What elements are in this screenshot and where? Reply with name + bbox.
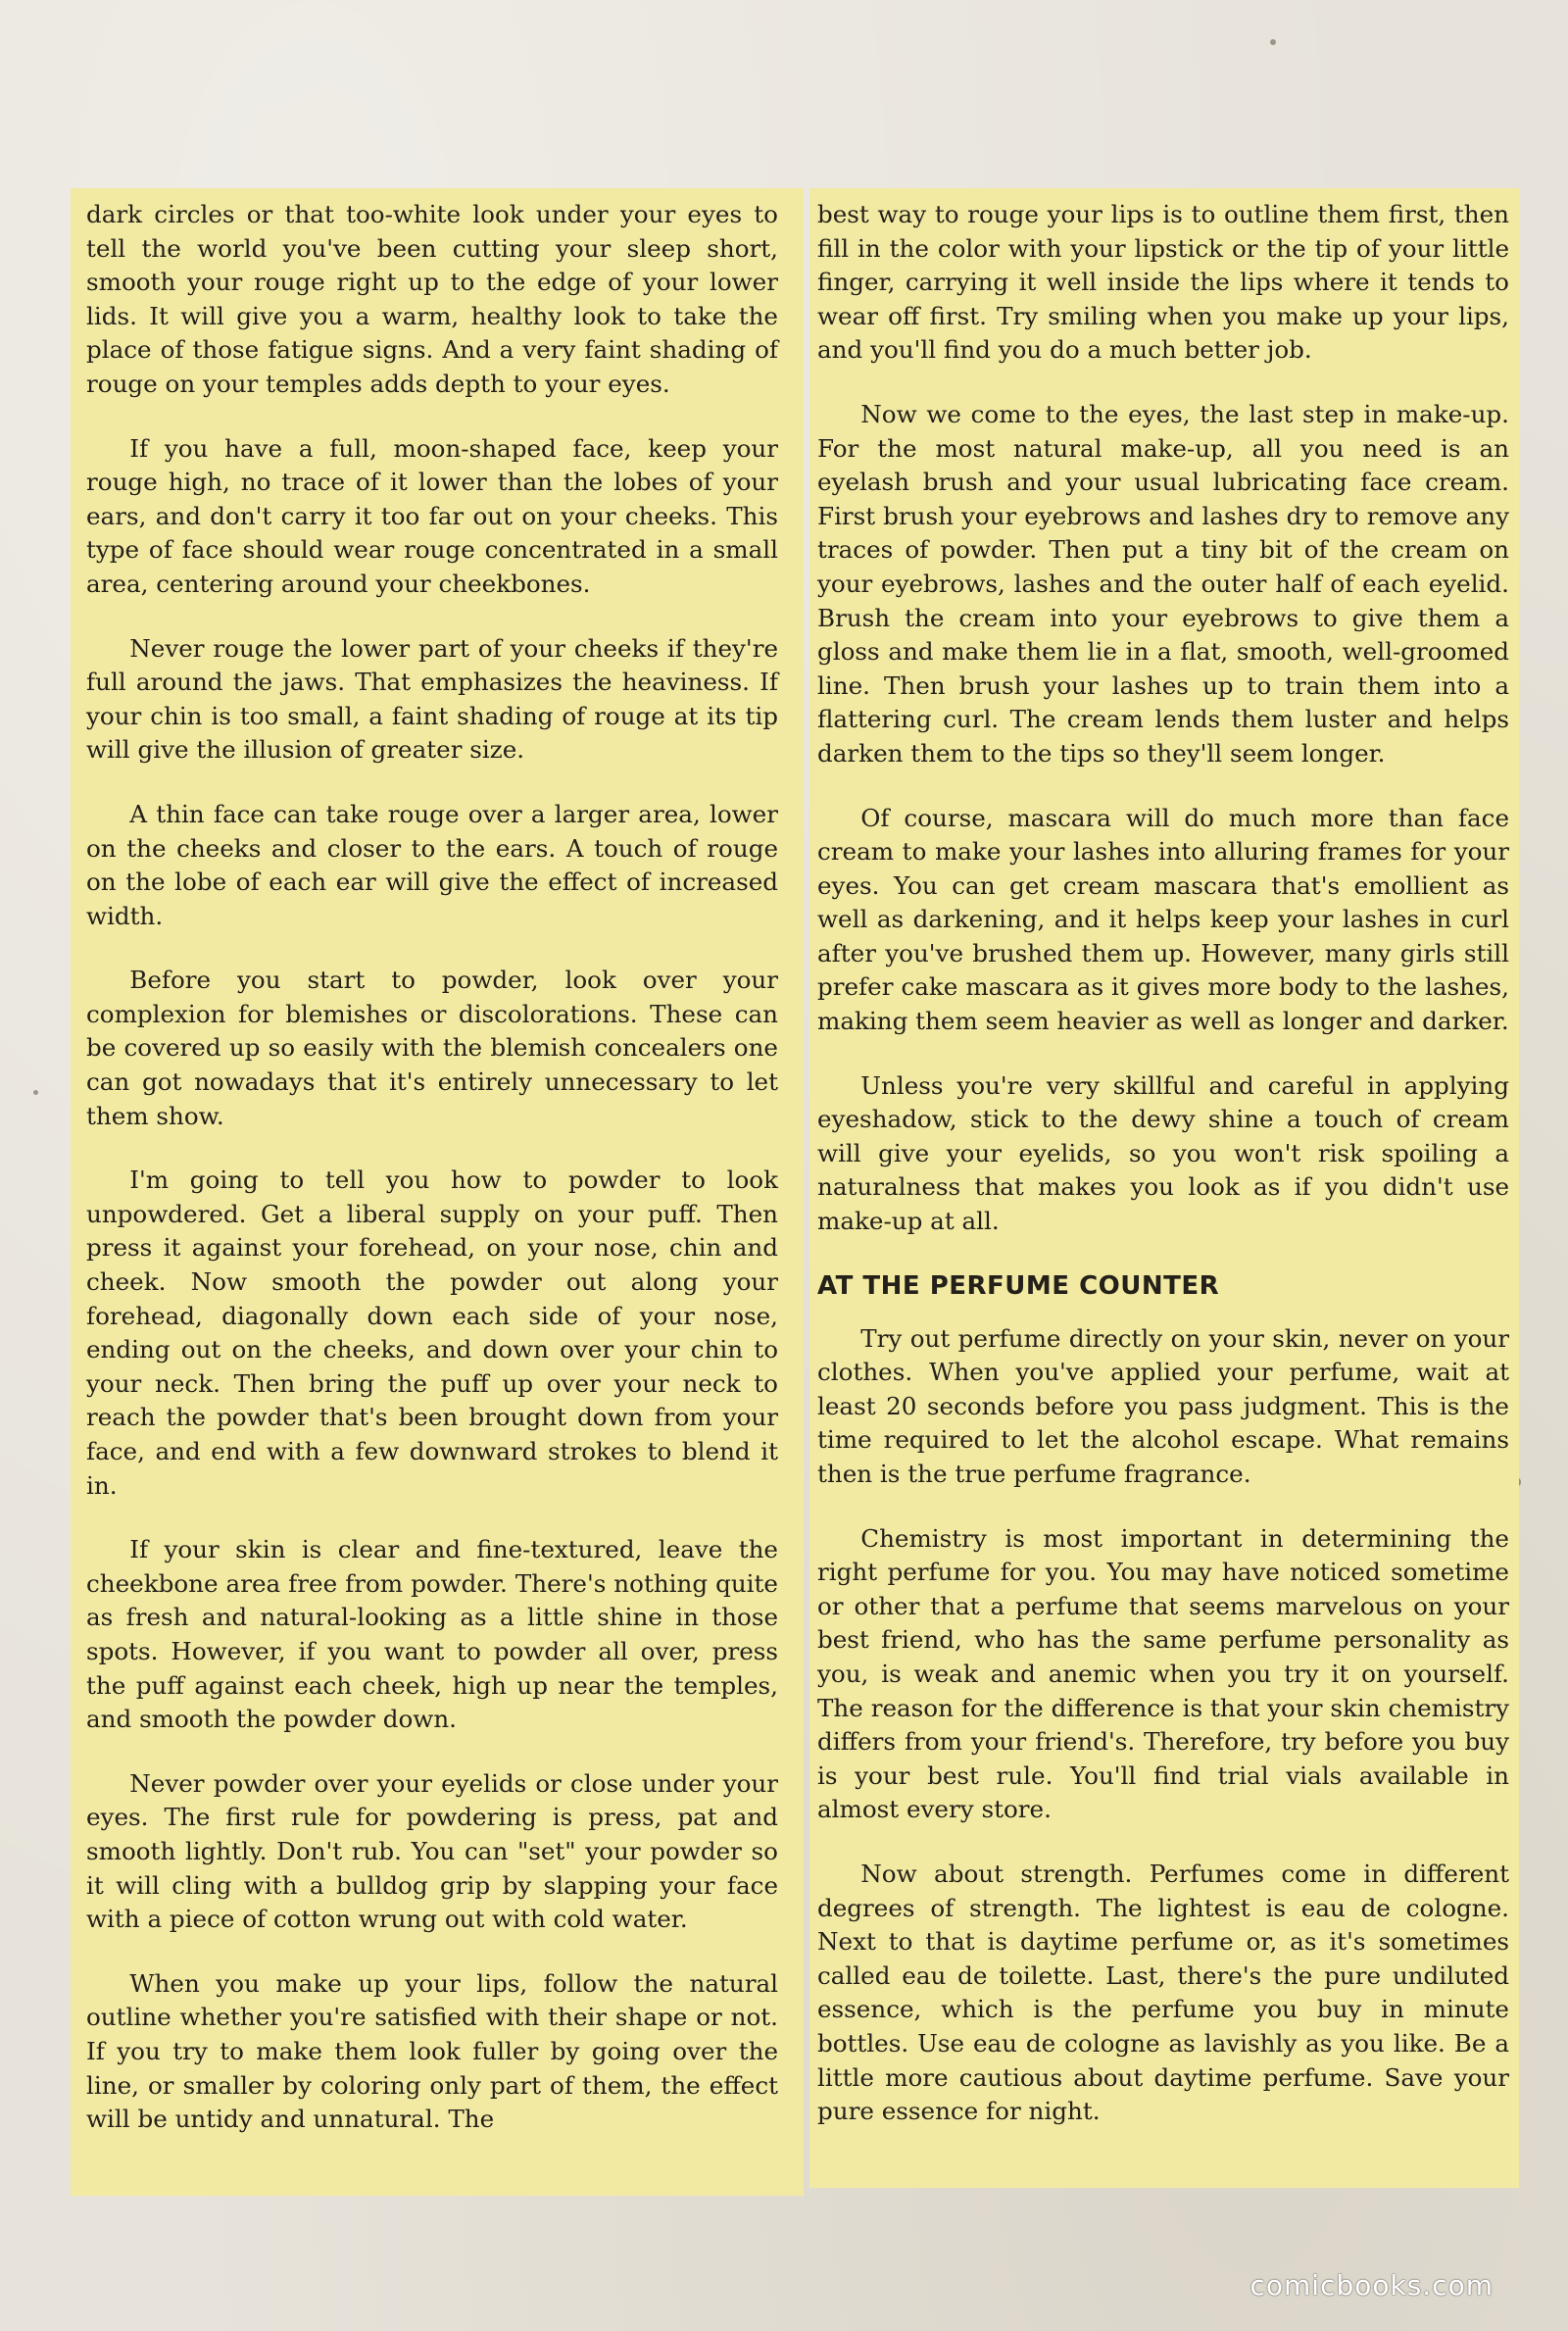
article-paragraph: dark circles or that too-white look under your eyes to tell the world you've been cutting your sleep short, smooth your rouge right up to the edge of your lower lids. It will give you a warm, healthy look to take the place of those fatigue signs. And a very faint shading of rouge on your temples adds depth to your eyes.	[86, 200, 778, 398]
left-article-column	[71, 188, 804, 2196]
paper-speck	[1270, 39, 1276, 45]
site-watermark: comicbooks.com	[1250, 2269, 1494, 2302]
article-paragraph: Now we come to the eyes, the last step in make-up. For the most natural make-up, all you need is an eyelash brush and your usual lubricating face cream. First brush your eyebrows and lashes dry to remove any traces of powder. Then put a tiny bit of the cream on your eyebrows, lashes and the outer half of each eyelid. Brush the cream into your eyebrows to give them a gloss and make them lie in a flat, smooth, well-groomed line. Then brush your lashes up to train them into a flattering curl. The cream lends them luster and helps darken them to the tips so they'll seem longer.	[817, 399, 1509, 768]
right-article-column	[809, 188, 1519, 2188]
paper-speck	[33, 1090, 38, 1095]
article-paragraph: best way to rouge your lips is to outline them first, then fill in the color with your lipstick or the tip of your little finger, carrying it well inside the lips where it tends to wear off first. Try smiling when you make up your lips, and you'll find you do a much better job.	[817, 200, 1509, 365]
article-paragraph: Unless you're very skillful and careful in applying eyeshadow, stick to the dewy shine a touch of cream will give your eyelids, so you won't risk spoiling a naturalness that makes you look as if you didn't use make-up at all.	[817, 1070, 1509, 1236]
article-paragraph: Never rouge the lower part of your cheeks if they're full around the jaws. That emphasizes the heaviness. If your chin is too small, a faint shading of rouge at its tip will give the illusion of greater size.	[86, 633, 778, 765]
article-paragraph: I'm going to tell you how to powder to look unpowdered. Get a liberal supply on your puff. Then press it against your forehead, on your nose, chin and cheek. Now smooth the powder out along your forehead, diagonally down each side of your nose, ending out on the cheeks, and down over your chin to your neck. Then bring the puff up over your neck to reach the powder that's been brought down from your face, and end with a few downward strokes to blend it in.	[86, 1166, 778, 1500]
article-paragraph: Of course, mascara will do much more than face cream to make your lashes into alluring frames for your eyes. You can get cream mascara that's emollient as well as darkening, and it helps keep your lashes in curl after you've brushed them up. However, many girls still prefer cake mascara as it gives more body to the lashes, making them seem heavier as well as longer and darker.	[817, 803, 1509, 1036]
article-paragraph: Never powder over your eyelids or close under your eyes. The first rule for powdering is press, pat and smooth lightly. Don't rub. You can "set" your powder so it will cling with a bulldog grip by slapping your face with a piece of cotton wrung out with cold water.	[86, 1768, 778, 1934]
article-paragraph: Now about strength. Perfumes come in different degrees of strength. The lightest is eau de cologne. Next to that is daytime perfume or, as it's sometimes called eau de toilette. Last, there's the pure undiluted essence, which is the perfume you buy in minute bottles. Use eau de cologne as lavishly as you like. Be a little more cautious about daytime perfume. Save your pure essence for night.	[817, 1859, 1509, 2126]
article-paragraph: If you have a full, moon-shaped face, keep your rouge high, no trace of it lower than the lobes of your ears, and don't carry it too far out on your cheeks. This type of face should wear rouge concentrated in a small area, centering around your cheekbones.	[86, 433, 778, 598]
section-heading: AT THE PERFUME COUNTER	[817, 1270, 1220, 1301]
article-paragraph: Try out perfume directly on your skin, never on your clothes. When you've applied your perfume, wait at least 20 seconds before you pass judgment. This is the time required to let the alcohol escape. What remains then is the true perfume fragrance.	[817, 1323, 1509, 1488]
article-paragraph: A thin face can take rouge over a larger area, lower on the cheeks and closer to the ears. A touch of rouge on the lobe of each ear will give the effect of increased width.	[86, 799, 778, 930]
article-paragraph: If your skin is clear and fine-textured, leave the cheekbone area free from powder. There's nothing quite as fresh and natural-looking as a little shine in those spots. However, if you want to powder all over, press the puff against each cheek, high up near the temples, and smooth the powder down.	[86, 1535, 778, 1734]
article-paragraph: When you make up your lips, follow the natural outline whether you're satisfied with their shape or not. If you try to make them look fuller by going over the line, or smaller by coloring only part of them, the effect will be untidy and unnatural. The	[86, 1968, 778, 2134]
article-paragraph: Chemistry is most important in determining the right perfume for you. You may have noticed sometime or other that a perfume that seems marvelous on your best friend, who has the same perfume personality as you, is weak and anemic when you try it on yourself. The reason for the difference is that your skin chemistry differs from your friend's. Therefore, try before you buy is your best rule. You'll find trial vials available in almost every store.	[817, 1523, 1509, 1824]
article-paragraph: Before you start to powder, look over your complexion for blemishes or discolorations. These can be covered up so easily with the blemish concealers one can got nowadays that it's entirely unnecessary to let them show.	[86, 966, 778, 1130]
